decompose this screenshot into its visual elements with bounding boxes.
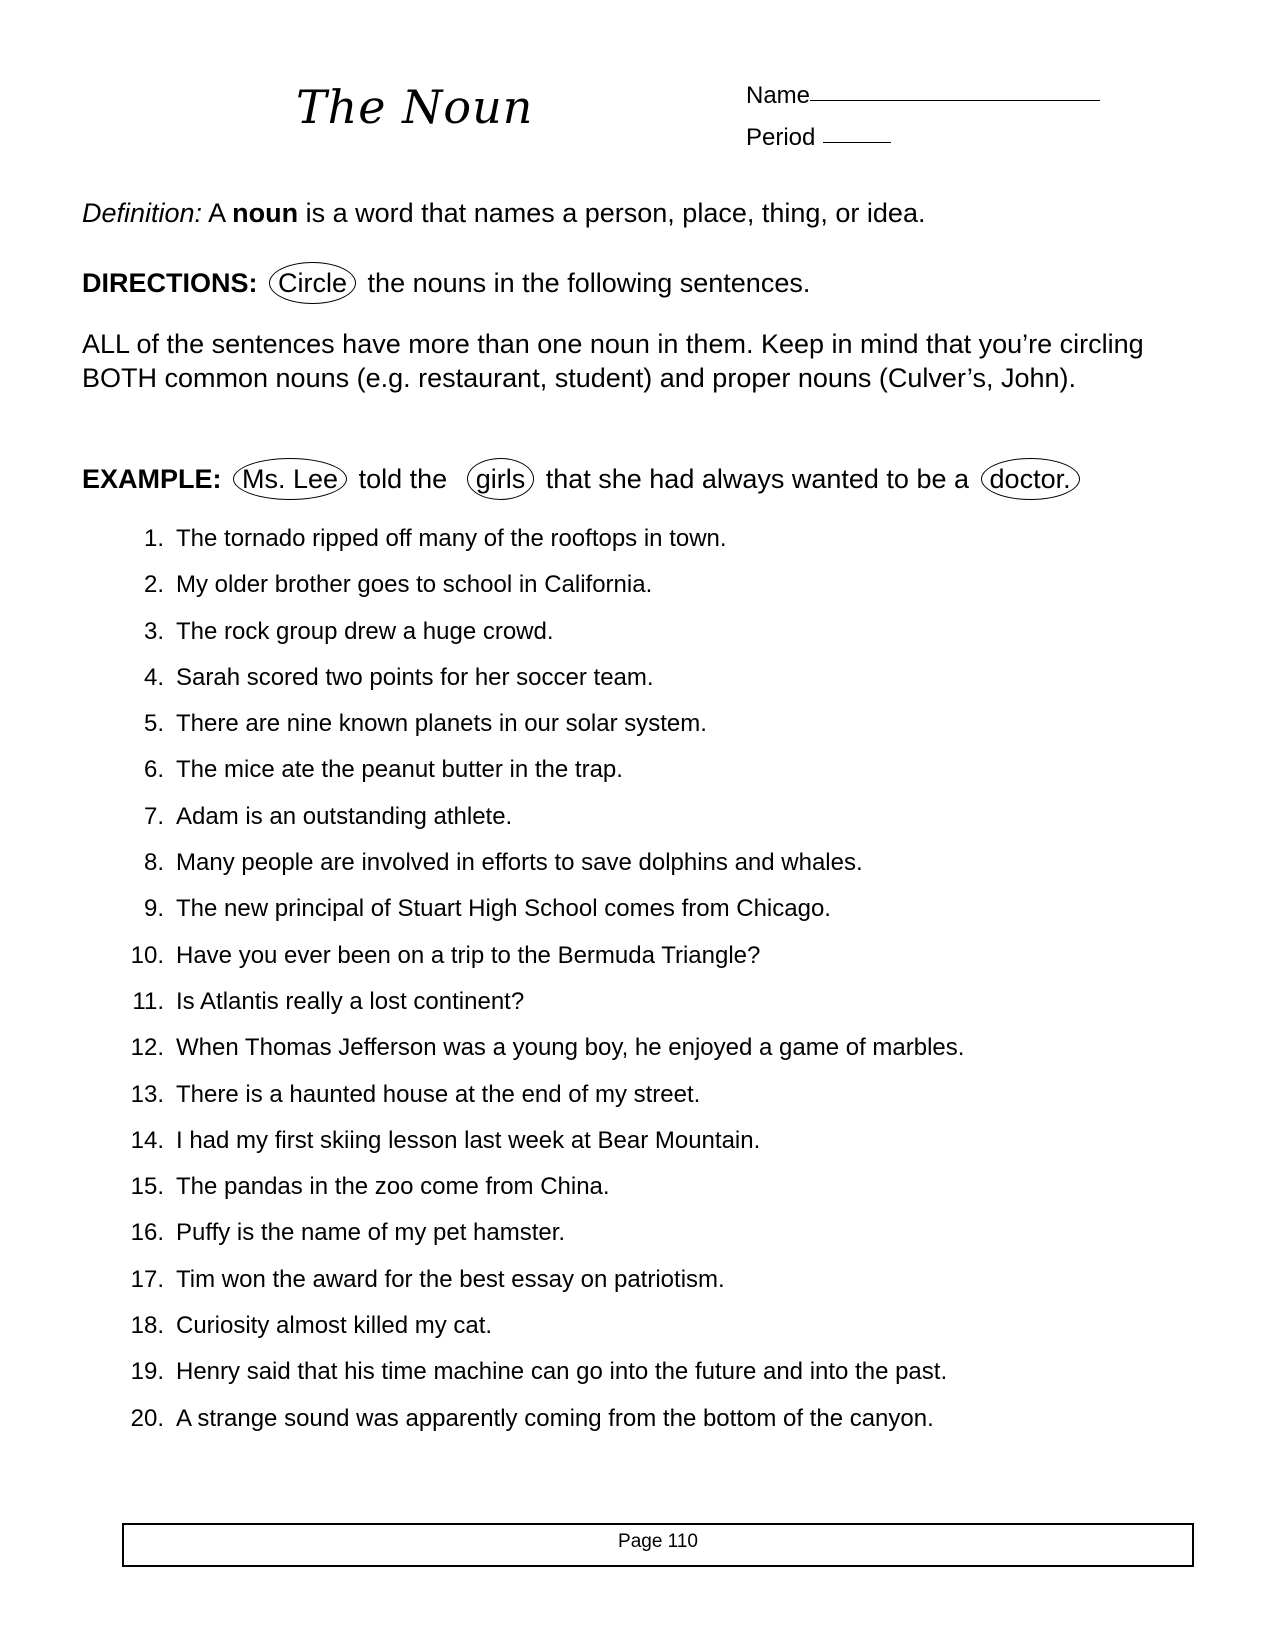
sentence-list	[112, 524, 964, 1450]
sentence-number: 19.	[130, 1358, 164, 1386]
sentence-number: 16.	[130, 1219, 164, 1247]
sentence-text[interactable]: A strange sound was apparently coming from the bottom of the canyon.	[176, 1404, 934, 1432]
period-blank-line[interactable]	[823, 122, 891, 143]
example-noun-girls: girls	[467, 458, 535, 500]
sentence-number: 11.	[132, 987, 164, 1015]
sentence-item	[112, 1126, 964, 1172]
example-noun-doctor: doctor.	[981, 458, 1080, 500]
sentence-number: 4.	[143, 663, 164, 691]
sentence-item	[112, 1404, 964, 1450]
sentence-item	[112, 570, 964, 616]
sentence-number: 13.	[130, 1080, 164, 1108]
example-label: EXAMPLE:	[82, 464, 222, 494]
sentence-item	[112, 894, 964, 940]
directions-text: the nouns in the following sentences.	[367, 268, 811, 298]
sentence-text[interactable]: Henry said that his time machine can go into the future and into the past.	[176, 1358, 948, 1386]
sentence-number: 18.	[130, 1312, 164, 1340]
sentence-number: 3.	[143, 617, 164, 645]
sentence-number: 7.	[143, 802, 164, 830]
sentence-text[interactable]: Many people are involved in efforts to save dolphins and whales.	[176, 849, 863, 877]
sentence-text[interactable]: My older brother goes to school in California.	[176, 571, 653, 599]
sentence-text[interactable]: When Thomas Jefferson was a young boy, he enjoyed a game of marbles.	[176, 1034, 965, 1062]
example-text-1: told the	[358, 464, 448, 494]
sentence-item	[112, 524, 964, 570]
directions-label: DIRECTIONS:	[82, 268, 258, 298]
sentence-item	[112, 941, 964, 987]
sentence-text[interactable]: Is Atlantis really a lost continent?	[176, 987, 525, 1015]
sentence-item	[112, 617, 964, 663]
page-footer	[122, 1523, 1194, 1567]
sentence-item	[112, 709, 964, 755]
sentence-number: 14.	[130, 1126, 164, 1154]
sentence-item	[112, 1311, 964, 1357]
sentence-text[interactable]: Sarah scored two points for her soccer team.	[176, 663, 654, 691]
sentence-item	[112, 802, 964, 848]
sentence-item	[112, 663, 964, 709]
instructions-note: ALL of the sentences have more than one noun in them. Keep in mind that you’re circling BOTH common nouns (e.g. restaurant, student) and proper nouns (Culver’s, John).	[82, 329, 1144, 393]
sentence-text[interactable]: I had my first skiing lesson last week at Bear Mountain.	[176, 1126, 761, 1154]
definition	[82, 196, 925, 230]
sentence-text[interactable]: Curiosity almost killed my cat.	[176, 1312, 493, 1340]
sentence-number: 6.	[143, 756, 164, 784]
sentence-number: 9.	[143, 895, 164, 923]
sentence-item	[112, 848, 964, 894]
page-number: Page 110	[618, 1531, 698, 1552]
sentence-text[interactable]: The tornado ripped off many of the rooftops in town.	[176, 525, 727, 552]
sentence-text[interactable]: Adam is an outstanding athlete.	[176, 802, 513, 830]
period-field	[746, 124, 891, 152]
sentence-number: 1.	[143, 525, 164, 552]
definition-bold-word: noun	[232, 198, 299, 228]
sentence-number: 2.	[143, 571, 164, 599]
sentence-text[interactable]: The rock group drew a huge crowd.	[176, 617, 554, 645]
sentence-item	[112, 1265, 964, 1311]
sentence-text[interactable]: There are nine known planets in our solar system.	[176, 710, 707, 738]
example-text-2: that she had always wanted to be a	[545, 464, 970, 494]
sentence-item	[112, 1033, 964, 1079]
sentence-text[interactable]: There is a haunted house at the end of my street.	[176, 1080, 701, 1108]
definition-pre: A	[202, 198, 233, 228]
sentence-number: 8.	[143, 849, 164, 877]
sentence-item	[112, 1172, 964, 1218]
sentence-text[interactable]: The new principal of Stuart High School comes from Chicago.	[176, 895, 831, 923]
sentence-item	[112, 1357, 964, 1403]
sentence-number: 10.	[130, 941, 164, 969]
sentence-item	[112, 1080, 964, 1126]
name-field	[746, 82, 1100, 110]
name-label: Name	[746, 82, 811, 109]
definition-label: Definition:	[82, 198, 203, 228]
sentence-item	[112, 987, 964, 1033]
sentence-item	[112, 755, 964, 801]
example	[82, 458, 1084, 500]
directions-circled-word: Circle	[269, 262, 356, 304]
sentence-number: 15.	[130, 1173, 164, 1201]
name-blank-line[interactable]	[810, 80, 1100, 101]
sentence-text[interactable]: The mice ate the peanut butter in the trap.	[176, 756, 623, 784]
sentence-number: 17.	[130, 1265, 164, 1293]
sentence-number: 5.	[143, 710, 164, 738]
sentence-text[interactable]: Tim won the award for the best essay on patriotism.	[176, 1265, 725, 1293]
worksheet-title: The Noun	[296, 80, 534, 134]
sentence-number: 20.	[130, 1404, 164, 1432]
directions	[82, 262, 810, 304]
example-noun-ms-lee: Ms. Lee	[233, 458, 347, 500]
period-label: Period	[746, 124, 816, 151]
sentence-text[interactable]: Have you ever been on a trip to the Bermuda Triangle?	[176, 941, 761, 969]
sentence-text[interactable]: Puffy is the name of my pet hamster.	[176, 1219, 566, 1247]
sentence-text[interactable]: The pandas in the zoo come from China.	[176, 1173, 610, 1201]
definition-text: is a word that names a person, place, thing, or idea.	[298, 198, 926, 228]
sentence-number: 12.	[130, 1034, 164, 1062]
sentence-item	[112, 1218, 964, 1264]
